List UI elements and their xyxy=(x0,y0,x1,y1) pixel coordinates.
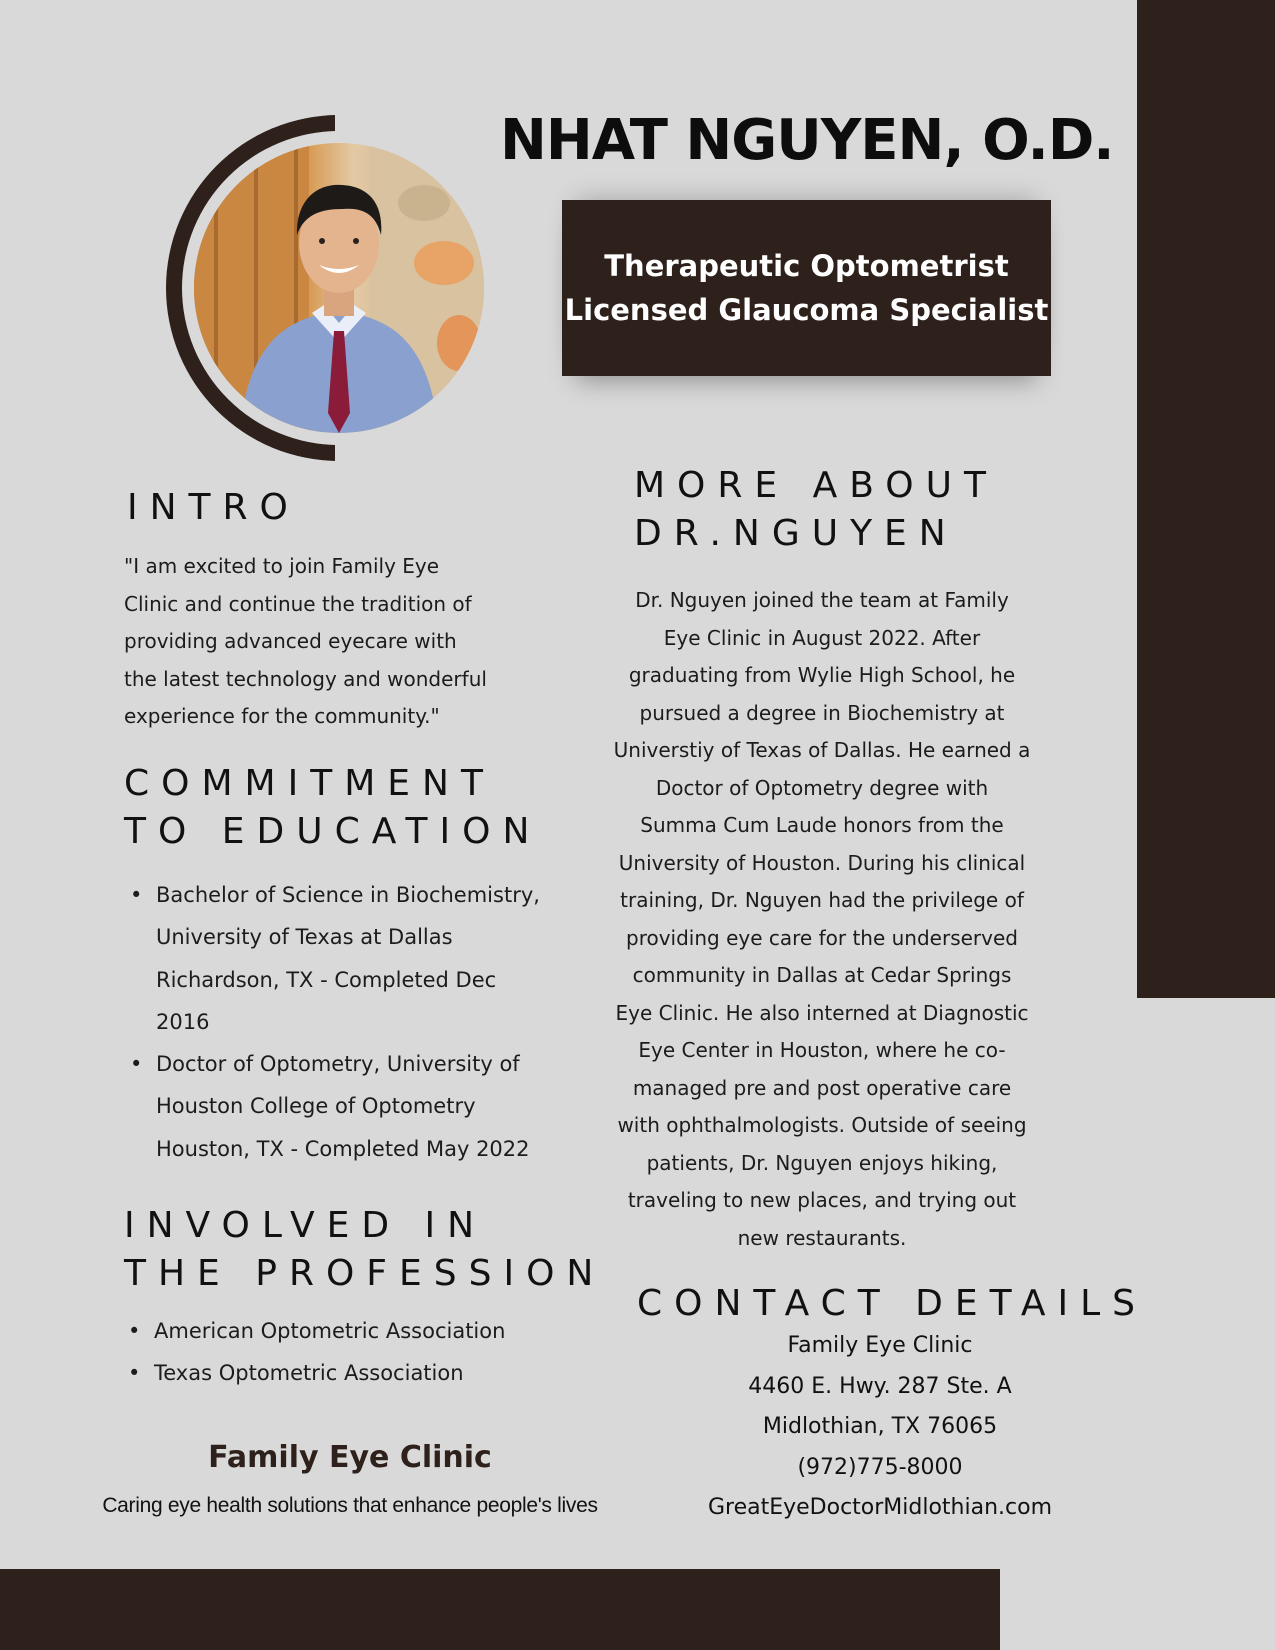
profession-heading-line-2: THE PROFESSION xyxy=(124,1253,606,1294)
about-line: graduating from Wylie High School, he xyxy=(628,663,1016,687)
education-line: 2016 xyxy=(156,1009,210,1034)
about-line: managed pre and post operative care xyxy=(632,1075,1012,1100)
education-line: • Doctor of Optometry, University of xyxy=(156,1052,520,1077)
about-line: Eye Center in Houston, where he co- xyxy=(638,1038,1006,1062)
about-line: Eye Clinic. He also interned at Diagnostic xyxy=(615,1000,1029,1025)
portrait-illustration xyxy=(194,143,484,433)
about-heading-line-2: DR.NGUYEN xyxy=(634,513,958,554)
profession-item: • American Optometric Association xyxy=(122,1310,562,1352)
intro-line: the latest technology and wonderful xyxy=(124,666,487,691)
about-line: community in Dallas at Cedar Springs xyxy=(632,963,1012,987)
contact-website-link[interactable]: GreatEyeDoctorMidlothian.com xyxy=(707,1495,1053,1520)
education-line: University of Texas at Dallas xyxy=(156,925,453,950)
intro-line: experience for the community." xyxy=(124,704,440,728)
about-line: Doctor of Optometry degree with xyxy=(655,775,989,800)
profession-heading-line-1: INVOLVED IN xyxy=(124,1205,487,1246)
intro-heading: INTRO xyxy=(127,487,300,528)
contact-phone[interactable]: (972)775-8000 xyxy=(797,1454,963,1480)
about-line: pursued a degree in Biochemistry at xyxy=(639,700,1005,725)
education-item xyxy=(124,874,564,1043)
about-line: new restaurants. xyxy=(737,1225,907,1250)
right-accent-bar xyxy=(1137,0,1275,998)
profession-item: • Texas Optometric Association xyxy=(122,1352,562,1394)
title-box xyxy=(562,200,1051,376)
education-heading xyxy=(124,760,541,856)
education-heading-line-2: TO EDUCATION xyxy=(124,811,542,852)
education-line: Houston, TX - Completed May 2022 xyxy=(156,1136,530,1161)
profession-list xyxy=(122,1310,562,1394)
about-line: with ophthalmologists. Outside of seeing xyxy=(617,1113,1027,1137)
about-heading xyxy=(634,462,998,558)
doctor-name: NHAT NGUYEN, O.D. xyxy=(500,108,1114,173)
education-item xyxy=(124,1043,564,1170)
clinic-brand xyxy=(90,1436,610,1518)
contact-address-line-2: Midlothian, TX 76065 xyxy=(762,1414,998,1439)
about-line: Summa Cum Laude honors from the xyxy=(640,813,1004,837)
profession-heading xyxy=(124,1202,605,1298)
about-line: providing eye care for the underserved xyxy=(626,925,1018,950)
about-line: traveling to new places, and trying out xyxy=(627,1188,1017,1212)
about-heading-line-1: MORE ABOUT xyxy=(634,465,998,506)
contact-address-line-1: 4460 E. Hwy. 287 Ste. A xyxy=(748,1373,1012,1399)
title-line-1: Therapeutic Optometrist xyxy=(604,249,1009,283)
about-line: Dr. Nguyen joined the team at Family xyxy=(635,588,1009,612)
bottom-accent-bar xyxy=(0,1569,1000,1650)
contact-clinic: Family Eye Clinic xyxy=(787,1333,973,1358)
education-line: • Bachelor of Science in Biochemistry, xyxy=(156,883,540,907)
clinic-brand-name: Family Eye Clinic xyxy=(208,1440,492,1475)
intro-line: "I am excited to join Family Eye xyxy=(124,554,440,578)
portrait-photo xyxy=(194,143,484,433)
education-line: Houston College of Optometry xyxy=(156,1094,476,1119)
education-list xyxy=(124,874,564,1170)
contact-heading: CONTACT DETAILS xyxy=(637,1283,1147,1324)
about-line: Eye Clinic in August 2022. After xyxy=(663,625,981,650)
intro-line: Clinic and continue the tradition of xyxy=(124,591,472,616)
about-paragraph xyxy=(598,582,1046,1257)
education-heading-line-1: COMMITMENT xyxy=(124,763,495,804)
about-line: patients, Dr. Nguyen enjoys hiking, xyxy=(646,1150,998,1175)
clinic-tagline: Caring eye health solutions that enhance people's lives xyxy=(102,1494,598,1517)
contact-details xyxy=(640,1326,1120,1529)
about-line: training, Dr. Nguyen had the privilege of xyxy=(620,888,1024,912)
education-line: Richardson, TX - Completed Dec xyxy=(156,967,497,992)
intro-line: providing advanced eyecare with xyxy=(124,629,457,653)
intro-quote xyxy=(124,548,544,736)
about-line: University of Houston. During his clinical xyxy=(618,850,1026,875)
title-line-2: Licensed Glaucoma Specialist xyxy=(564,293,1049,327)
about-line: Universtiy of Texas of Dallas. He earned a xyxy=(613,738,1031,762)
